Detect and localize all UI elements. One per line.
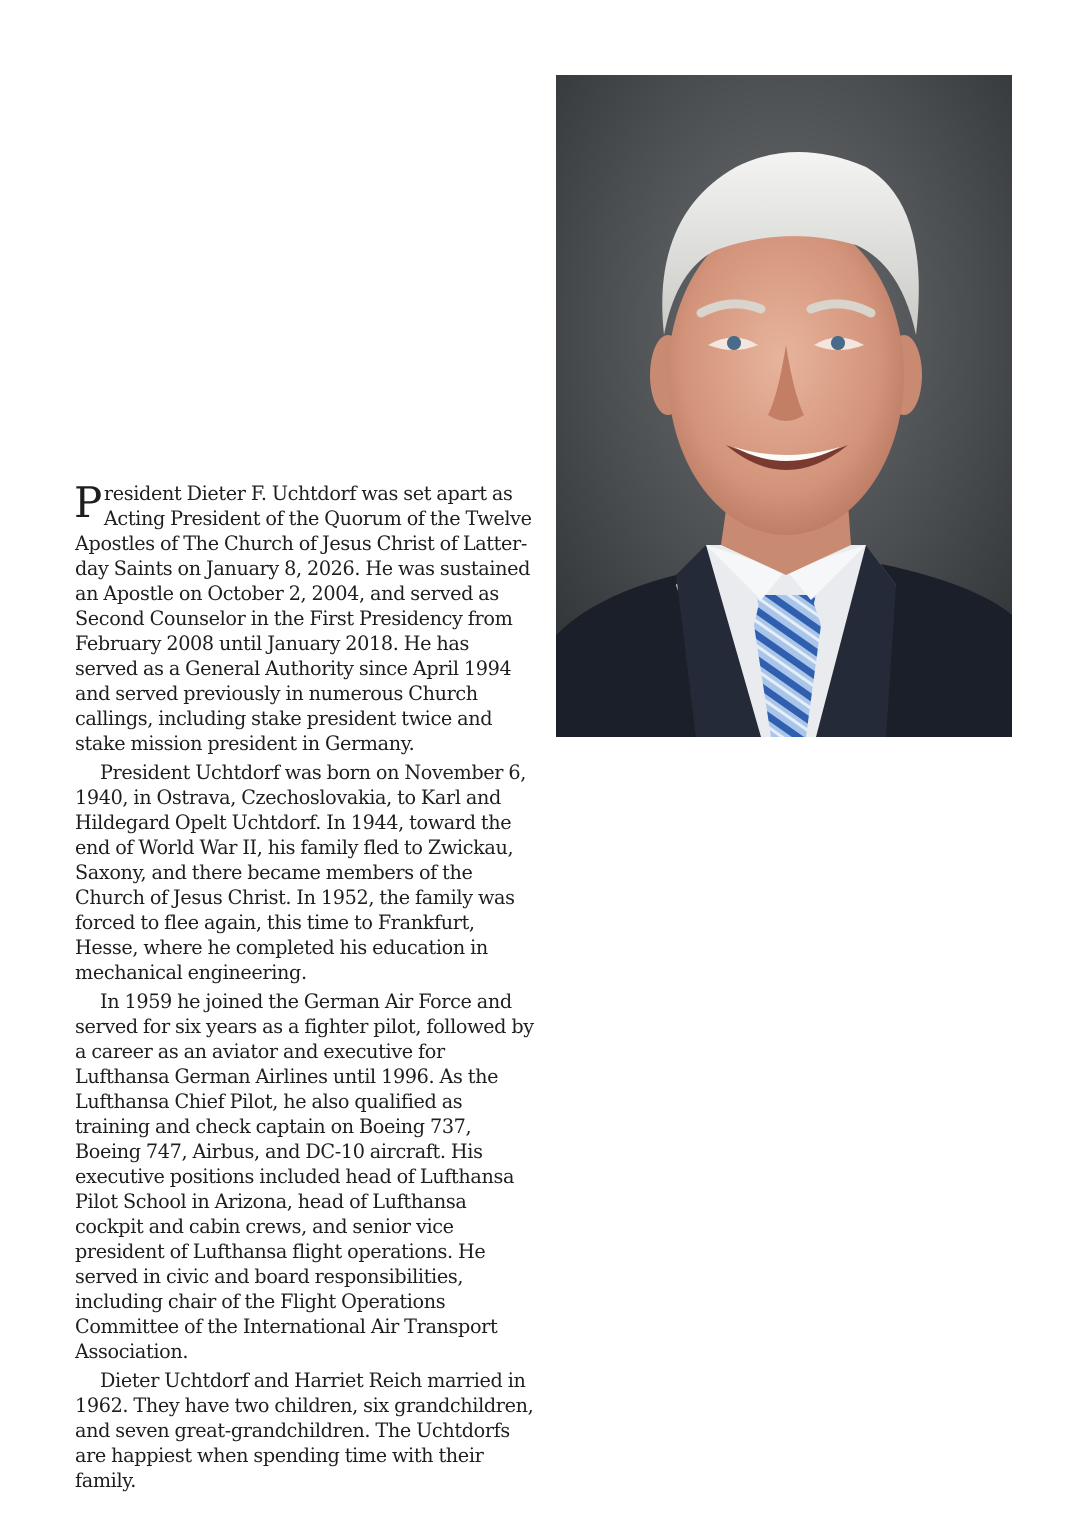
bio-paragraph-2: President Uchtdorf was born on November 6, 1940, in Ostrava, Czechoslovakia, to Karl and Hildegard Opelt Uchtdorf. In 1944, toward the end of World War II, his family fled to Zwickau, Saxony, and there became members of the Church of Jesus Christ. In 1952, the family was forced to flee again, this time to Frankfurt, Hesse, where he completed his education in mechanical engineering. — [75, 761, 526, 984]
biography-text — [74, 478, 535, 1493]
portrait-photo — [556, 75, 1012, 737]
bio-paragraph-1-text: resident Dieter F. Uchtdorf was set apart as Acting President of the Quorum of the Twelve Apostles of The Church of Jesus Christ of Latter-day Saints on January 8, 2026. He was sustained an Apostle on October 2, 2004, and served as Second Counselor in the First Presidency from February 2008 until January 2018. He has served as a General Authority since April 1994 and served previously in numerous Church callings, including stake president twice and stake mission president in Germany. — [75, 482, 532, 755]
portrait-photo-icon — [556, 75, 1012, 737]
drop-cap-letter: P — [74, 478, 102, 527]
bio-paragraph-3: In 1959 he joined the German Air Force and served for six years as a fighter pilot, followed by a career as an aviator and executive for Lufthansa German Airlines until 1996. As the Lufthansa Chief Pilot, he also qualified as training and check captain on Boeing 737, Boeing 747, Airbus, and DC-10 aircraft. His executive positions included head of Lufthansa Pilot School in Arizona, head of Lufthansa cockpit and cabin crews, and senior vice president of Lufthansa flight operations. He served in civic and board responsibilities, including chair of the Flight Operations Committee of the International Air Transport Association. — [75, 990, 534, 1363]
bio-paragraph-4: Dieter Uchtdorf and Harriet Reich married in 1962. They have two children, six grandchildren, and seven great-grandchildren. The Uchtdorfs are happiest when spending time with their family. — [75, 1369, 534, 1492]
bio-paragraph-1 — [74, 478, 535, 756]
